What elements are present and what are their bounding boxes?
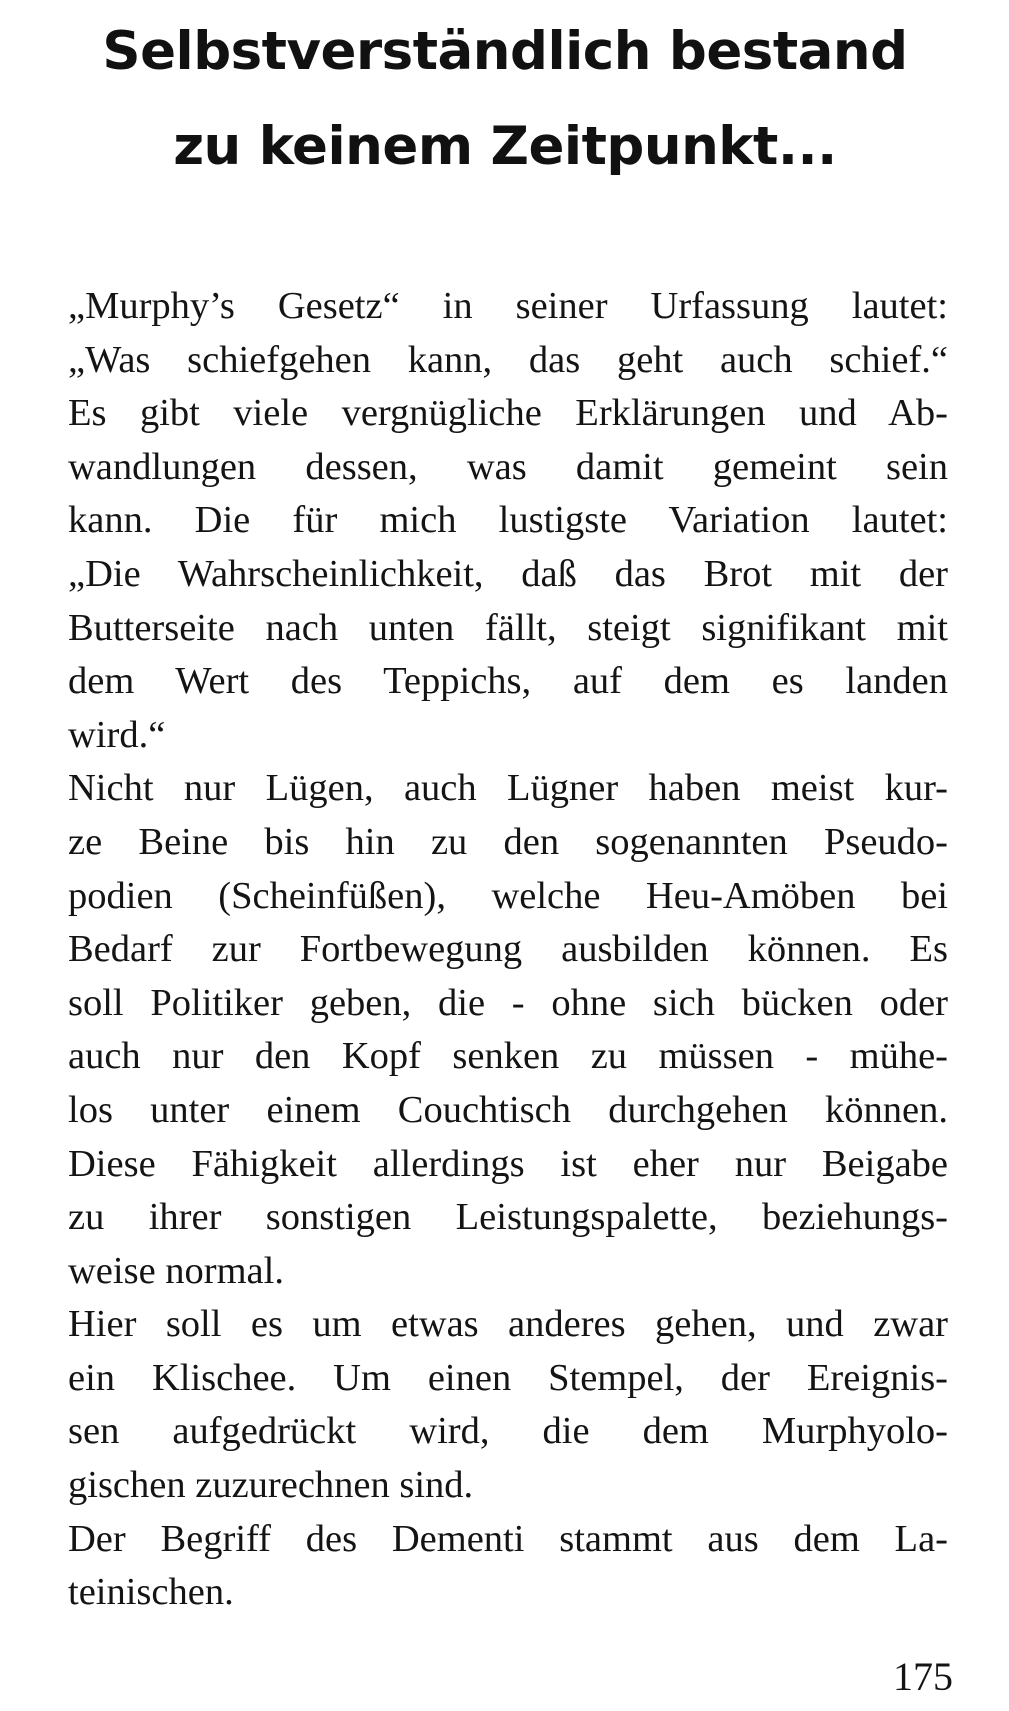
text-line: zu ihrer sonstigen Leistungspalette, beziehungs-	[68, 1196, 948, 1239]
text-line: weise normal.	[68, 1249, 284, 1292]
chapter-title-line: Selbstverständlich bestand	[102, 21, 908, 82]
text-line: Hier soll es um etwas anderes gehen, und zwar	[68, 1303, 948, 1346]
text-line: Es gibt viele vergnügliche Erklärungen und Ab-	[68, 392, 948, 435]
text-line: „Murphy’s Gesetz“ in seiner Urfassung lautet:	[68, 285, 948, 327]
text-line: kann. Die für mich lustigste Variation lautet:	[68, 499, 948, 542]
text-line: Diese Fähigkeit allerdings ist eher nur Beigabe	[68, 1142, 948, 1185]
text-line: sen aufgedrückt wird, die dem Murphyolo-	[68, 1410, 948, 1453]
text-line: dem Wert des Teppichs, auf dem es landen	[68, 660, 948, 703]
text-line: Bedarf zur Fortbewegung ausbilden können. Es	[68, 928, 948, 971]
text-line: ze Beine bis hin zu den sogenannten Pseudo-	[68, 820, 948, 863]
chapter-title	[60, 4, 950, 194]
text-line: wird.“	[68, 713, 166, 756]
text-line: Butterseite nach unten fällt, steigt signifikant mit	[68, 606, 948, 649]
text-line: gischen zuzurechnen sind.	[68, 1464, 474, 1507]
page-number: 175	[893, 1654, 953, 1699]
text-line: Der Begriff des Dementi stammt aus dem La-	[68, 1517, 948, 1560]
text-line: ein Klischee. Um einen Stempel, der Ereignis-	[68, 1356, 948, 1399]
body-text	[68, 280, 948, 1620]
chapter-title-line: zu keinem Zeitpunkt...	[173, 116, 837, 177]
text-line: wandlungen dessen, was damit gemeint sein	[68, 445, 948, 488]
text-line: teinischen.	[68, 1571, 234, 1614]
text-line: „Die Wahrscheinlichkeit, daß das Brot mit der	[68, 552, 948, 595]
text-line: „Was schiefgehen kann, das geht auch schief.“	[68, 338, 948, 381]
text-line: soll Politiker geben, die - ohne sich bücken oder	[68, 981, 948, 1024]
text-line: Nicht nur Lügen, auch Lügner haben meist kur-	[68, 767, 948, 810]
text-line: los unter einem Couchtisch durchgehen können.	[68, 1088, 948, 1131]
text-line: podien (Scheinfüßen), welche Heu-Amöben bei	[68, 874, 948, 917]
text-line: auch nur den Kopf senken zu müssen - mühe-	[68, 1035, 948, 1078]
